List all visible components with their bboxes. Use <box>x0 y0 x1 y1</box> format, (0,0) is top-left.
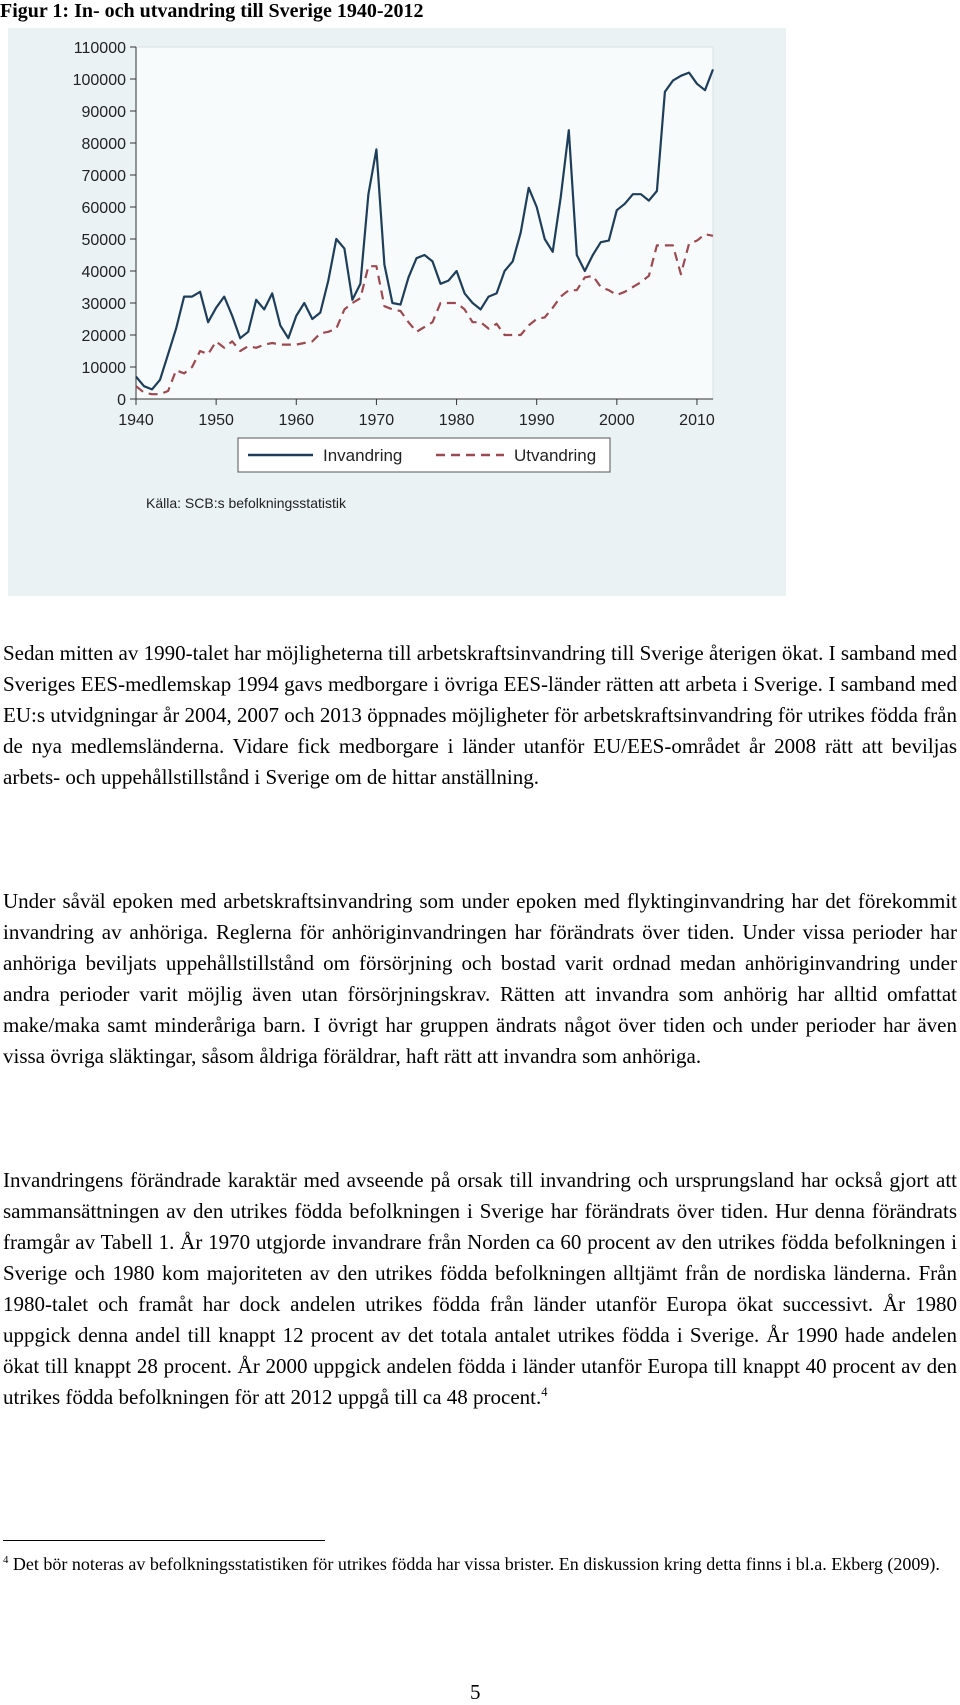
y-tick-label: 110000 <box>73 40 126 57</box>
paragraph-2: Under såväl epoken med arbetskraftsinvandring som under epoken med flyktinginvandring har det förekommit invandring av anhöriga. Reglerna för anhöriginvandringen har förändrats över tiden. Under vissa perioder har anhöriga beviljats uppehållstillstånd om försörjning och bostad varit ordnad medan anhöriginvandring under andra perioder varit möjlig även utan försörjningskrav. Rätten att invandra som anhörig har alltid omfattat make/maka samt minderåriga barn. I övrigt har gruppen ändrats något över tiden och under perioder har även vissa övriga släktingar, såsom åldriga föräldrar, haft rätt att invandra som anhöriga. <box>3 889 957 1068</box>
x-tick-label: 1980 <box>438 412 475 429</box>
x-axis-ticks <box>118 399 715 429</box>
y-tick-label: 30000 <box>81 296 126 313</box>
y-tick-label: 10000 <box>81 360 126 377</box>
y-tick-label: 60000 <box>81 200 126 217</box>
footnote-text: Det bör noteras av befolkningsstatistiken för utrikes födda har vissa brister. En diskussion kring detta finns i bl.a. Ekberg (2009). <box>8 1554 940 1574</box>
footnote <box>3 1551 953 1577</box>
y-tick-label: 20000 <box>81 328 126 345</box>
footnote-number: 4 <box>3 1554 9 1566</box>
y-tick-label: 50000 <box>81 232 126 249</box>
y-tick-label: 0 <box>117 392 126 409</box>
y-tick-label: 80000 <box>81 136 126 153</box>
figure-title: Figur 1: In- och utvandring till Sverige 1940-2012 <box>0 0 424 22</box>
y-tick-label: 90000 <box>81 104 126 121</box>
y-tick-label: 40000 <box>81 264 126 281</box>
chart-source: Källa: SCB:s befolkningsstatistik <box>146 495 346 511</box>
x-tick-label: 1950 <box>198 412 234 429</box>
x-tick-label: 1970 <box>358 412 395 429</box>
page-number: 5 <box>470 1680 481 1704</box>
line-chart <box>8 28 786 596</box>
y-axis-ticks <box>73 40 136 409</box>
x-tick-label: 1940 <box>118 412 154 429</box>
x-tick-label: 2000 <box>599 412 635 429</box>
x-tick-label: 1960 <box>278 412 315 429</box>
y-tick-label: 70000 <box>81 168 126 185</box>
x-tick-label: 1990 <box>518 412 555 429</box>
legend-label-invandring: Invandring <box>323 446 403 465</box>
paragraph-3 <box>3 1165 957 1413</box>
footnote-reference: 4 <box>541 1385 548 1399</box>
footnote-divider <box>3 1540 325 1541</box>
x-tick-label: 2010 <box>679 412 715 429</box>
y-tick-label: 100000 <box>72 72 126 89</box>
legend <box>238 438 610 472</box>
paragraph-3-text: Invandringens förändrade karaktär med avseende på orsak till invandring och ursprungsland har också gjort att sammansättningen av den utrikes födda befolkningen i Sverige har förändrats över tiden. Hur denna förändrats framgår av Tabell 1. År 1970 utgjorde invandrare från Norden ca 60 procent av den utrikes födda befolkningen i Sverige och 1980 kom majoriteten av den utrikes födda befolkningen alltjämt från de nordiska länderna. Från 1980-talet och framåt har dock andelen utrikes födda från länder utanför Europa ökat successivt. År 1980 uppgick denna andel till knappt 12 procent av det totala antalet utrikes födda i Sverige. År 1990 hade andelen ökat till knappt 28 procent. År 2000 uppgick andelen födda i länder utanför Europa till knappt 40 procent av den utrikes födda befolkningen för att 2012 uppgå till ca 48 procent. <box>3 1168 957 1409</box>
legend-label-utvandring: Utvandring <box>514 446 597 465</box>
paragraph-1: Sedan mitten av 1990-talet har möjligheterna till arbetskraftsinvandring till Sverige återigen ökat. I samband med Sveriges EES-medlemskap 1994 gavs medborgare i övriga EES-länder rätten att arbeta i Sverige. I samband med EU:s utvidgningar år 2004, 2007 och 2013 öppnades möjligheter för arbetskraftsinvandring för utrikes födda från de nya medlemsländerna. Vidare fick medborgare i länder utanför EU/EES-området år 2008 rätt att beviljas arbets- och uppehållstillstånd i Sverige om de hittar anställning. <box>3 641 957 789</box>
chart-panel <box>8 28 786 596</box>
